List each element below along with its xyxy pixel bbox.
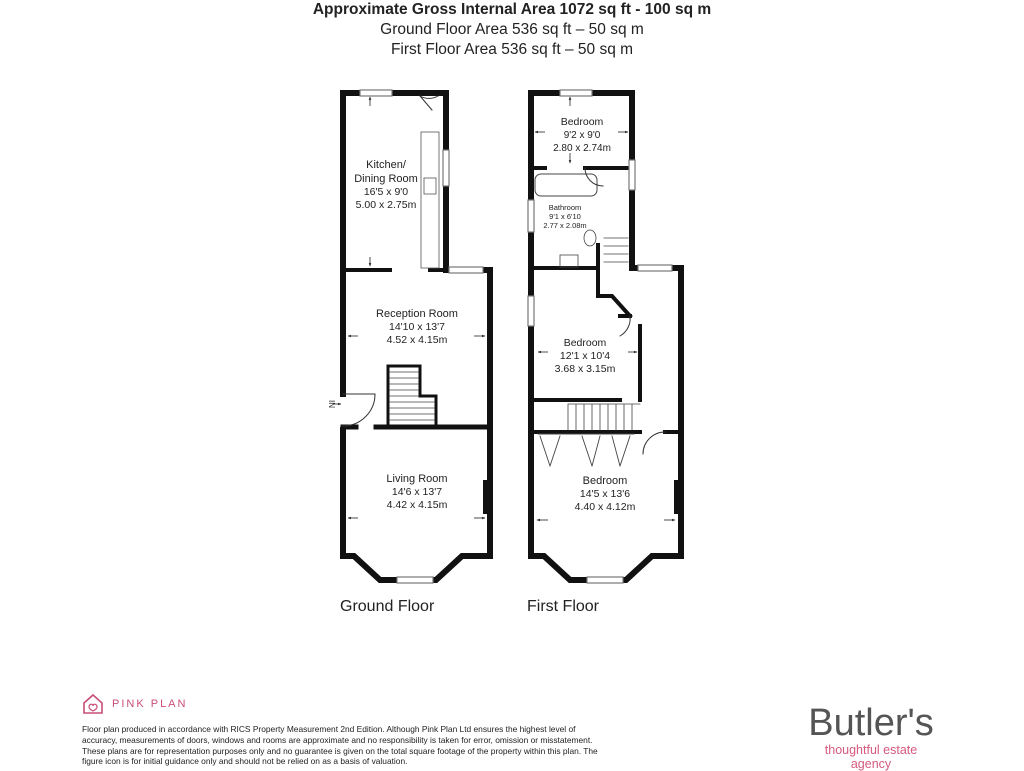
bathroom-size-metric: 2.77 x 2.08m [543, 221, 587, 230]
front-bedroom-size-metric: 4.40 x 4.12m [574, 501, 636, 513]
area-title: Approximate Gross Internal Area 1072 sq ft - 100 sq m [312, 1, 712, 18]
rear-bedroom-size-imperial: 9'2 x 9'0 [563, 130, 601, 141]
entrance-marker [327, 400, 341, 408]
rear-bedroom-size-metric: 2.80 x 2.74m [553, 143, 611, 154]
reception-name: Reception Room [376, 308, 458, 320]
middle-bedroom-size-metric: 3.68 x 3.15m [554, 363, 616, 375]
first-dimension-arrows [535, 97, 675, 520]
living-chimney-breast [483, 480, 490, 514]
ground-floor-label: Ground Floor [340, 598, 435, 615]
living-size-metric: 4.42 x 4.15m [386, 499, 448, 511]
rear-bedroom-name: Bedroom [560, 116, 604, 128]
middle-bedroom-door [620, 316, 630, 336]
first-stair-treads [568, 404, 640, 430]
bathroom-size-imperial: 9'1 x 6'10 [549, 212, 581, 221]
ground-floor-area: Ground Floor Area 536 sq ft – 50 sq m [380, 21, 644, 38]
toilet [584, 230, 596, 246]
entrance-marker-label: IN [327, 400, 336, 408]
reception-size-imperial: 14'10 x 13'7 [389, 321, 445, 333]
front-bedroom-wardrobe [538, 434, 634, 466]
butlers-logo-tagline: thoughtful estate agency [824, 743, 918, 771]
first-floor-area: First Floor Area 536 sq ft – 50 sq m [390, 41, 634, 58]
kitchen-worktop [421, 132, 439, 268]
first-partition-bathroom [531, 245, 630, 316]
bathroom-name: Bathroom [548, 203, 582, 212]
kitchen-size-metric: 5.00 x 2.75m [355, 199, 417, 211]
front-bedroom-door [643, 432, 665, 454]
middle-bedroom-size-imperial: 12'1 x 10'4 [559, 350, 611, 362]
ground-front-door [343, 394, 375, 426]
basin [560, 255, 578, 267]
butlers-logo-name: Butler's [808, 702, 934, 744]
kitchen-name-line-1: Kitchen/ [366, 159, 406, 171]
bathroom-door [585, 168, 603, 186]
reception-size-metric: 4.52 x 4.15m [386, 334, 448, 346]
middle-bedroom-name: Bedroom [563, 337, 607, 349]
living-name: Living Room [386, 473, 448, 485]
landing-stair-treads [604, 238, 628, 262]
front-bedroom-name: Bedroom [582, 475, 628, 487]
living-size-imperial: 14'6 x 13'7 [391, 486, 443, 498]
butlers-logo [806, 703, 936, 771]
pink-plan-brand-name: PINK PLAN [112, 698, 188, 710]
pink-plan-house-icon [82, 693, 104, 715]
kitchen-sink [424, 178, 436, 194]
kitchen-size-imperial: 16'5 x 9'0 [363, 186, 409, 198]
front-bedroom-chimney-breast [674, 480, 681, 514]
pink-plan-brand [82, 693, 187, 715]
kitchen-back-door [420, 96, 438, 110]
front-bedroom-size-imperial: 14'5 x 13'6 [579, 488, 631, 500]
floor-plan-disclaimer: Floor plan produced in accordance with RICS Property Measurement 2nd Edition. Although Pink Plan Ltd ensures the highest level of accuracy, measurements of doors, windows and rooms are approximate and no responsibility is taken for error, omission or misstatement. These plans are for representation purposes only and no guarantee is given on the total square footage of the property within this plan. The figure icon is for initial guidance only and should not be relied on as a basis of valuation. [82, 724, 598, 767]
kitchen-name-line-2: Dining Room [354, 173, 418, 185]
first-floor-label: First Floor [527, 598, 599, 615]
ground-stairs-wall [388, 366, 436, 427]
